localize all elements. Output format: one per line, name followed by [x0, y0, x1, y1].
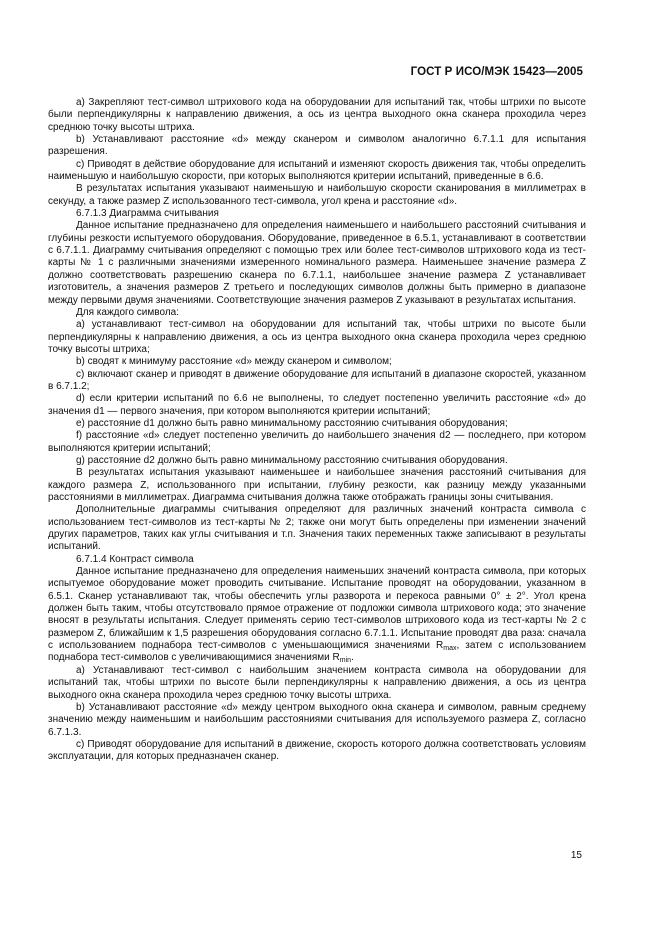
list-item: а) устанавливают тест-символ на оборудовании для испытаний так, чтобы штрихи по высоте были перпендикулярны к направлению движения, а ось из центра выходного окна сканера проходила через среднюю точку высоты штриха;	[48, 319, 586, 355]
list-item: b) сводят к минимуму расстояние «d» между сканером и символом;	[76, 356, 392, 368]
list-item: c) включают сканер и приводят в движение оборудование для испытаний в диапазоне скоростей, указанном в 6.7.1.2;	[48, 368, 586, 392]
paragraph: Данное испытание предназначено для определения наименьшего и наибольшего расстояний считывания и глубины резкости испытуемого оборудования. Оборудование, приведенное в 6.5.1, устанавливают в соответствии с 6.7.1.1. Диаграмму считывания определяют с помощью трех или более тест-символов штрихового кода из тест-карты № 1 с различными значениями измеренного номинального размера. Наименьшее значение размера Z должно соответствовать разрешению сканера по 6.7.1.1, наибольшее значение размера Z устанавливает изготовитель, а значения размеров Z третьего и последующих символов должны быть примерно в диапазоне между первыми двумя значениями. Соответствующие значения размеров Z указывают в результатах испытания.	[48, 220, 586, 306]
paragraph-text: .	[351, 652, 354, 664]
paragraph: В результатах испытания указывают наименьшее и наибольшее значения расстояний считывания для каждого размера Z, использованного при испытании, глубину резкости, как разницу между указанными расстояниями в миллиметрах. Диаграмма считывания должна также отображать границы зоны считывания.	[48, 467, 586, 503]
paragraph-text: Данное испытание предназначено для определения наименьших значений контраста символа, при которых испытуемое оборудование может проводить считывание. Испытание проводят на оборудовании, указанном в 6.5.1. Сканер устанавливают так, чтобы обеспечить углы разворота и перекоса равными 0° ± 2°. Угол крена должен быть таким, чтобы отсутствовало прямое отражение от подложки символа штрихового кода; это значение вносят в результаты испытания. Следует применять серию тест-символов штрихового кода из тест-карты № 2 с размером Z, ближайшим к 1,5 разрешения оборудования согласно 6.7.1.1. Испытание проводят два раза: сначала с использованием поднабора тест-символов с уменьшающимися значениями R	[48, 566, 586, 652]
document-header: ГОСТ Р ИСО/МЭК 15423—2005	[410, 66, 583, 78]
list-item: e) расстояние d1 должно быть равно минимальному расстоянию считывания оборудования;	[76, 417, 508, 429]
section-heading: 6.7.1.3 Диаграмма считывания	[76, 208, 219, 220]
subscript-min: min	[339, 657, 352, 665]
list-item: b) Устанавливают расстояние «d» между центром выходного окна сканера и символом, равным среднему значению между наименьшим и наибольшим расстояниями считывания для используемого размера Z, согласно 6.7.1.3.	[48, 701, 586, 738]
list-item: f) расстояние «d» следует постепенно увеличить до наибольшего значения d2 — последнего, при котором выполняются критерии испытаний;	[48, 430, 586, 454]
paragraph: b) Устанавливают расстояние «d» между сканером и символом аналогично 6.7.1.1 для испытания разрешения.	[48, 134, 586, 158]
paragraph: Для каждого символа:	[76, 306, 179, 318]
section-heading: 6.7.1.4 Контраст символа	[76, 553, 194, 565]
paragraph-text: , затем с использованием поднабора тест-символов с увеличивающимися значениями R	[48, 640, 586, 664]
list-item: g) расстояние d2 должно быть равно минимальному расстоянию считывания оборудования.	[76, 454, 508, 466]
document-body	[48, 97, 586, 764]
list-item: c) Приводят оборудование для испытаний в движение, скорость которого должна соответствовать условиям эксплуатации, для которых предназначен сканер.	[48, 738, 586, 763]
subscript-max: max	[443, 645, 457, 653]
paragraph: а) Закрепляют тест-символ штрихового кода на оборудовании для испытаний так, чтобы штрихи по высоте были перпендикулярны к направлению движения, а ось из центра выходного окна сканера проходила через среднюю точку высоты штриха.	[48, 97, 586, 133]
list-item: а) Устанавливают тест-символ с наибольшим значением контраста символа на оборудовании для испытаний так, чтобы штрихи по высоте были перпендикулярны к направлению движения, а ось из центра выходного окна сканера проходила через среднюю точку высоты штриха.	[48, 664, 586, 701]
paragraph: Дополнительные диаграммы считывания определяют для различных значений контраста символа с использованием тест-символов из тест-карты № 2; также они могут быть определены при изменении значений других параметров, таких как углы считывания и т.п. Значения таких переменных также записывают в результаты испытаний.	[48, 504, 586, 553]
paragraph: В результатах испытания указывают наименьшую и наибольшую скорости сканирования в миллиметрах в секунду, а также размер Z использованного тест-символа, угол крена и расстояние «d».	[48, 183, 586, 207]
paragraph	[48, 566, 586, 665]
list-item: d) если критерии испытаний по 6.6 не выполнены, то следует постепенно увеличить расстояние «d» до значения d1 — первого значения, при котором выполняются критерии испытаний;	[48, 393, 586, 417]
page-number: 15	[570, 850, 582, 861]
paragraph: c) Приводят в действие оборудование для испытаний и изменяют скорость движения так, чтобы определить наименьшую и наибольшую скорости, при которых выполняются критерии испытаний, приведенные в 6.6.	[48, 158, 586, 183]
